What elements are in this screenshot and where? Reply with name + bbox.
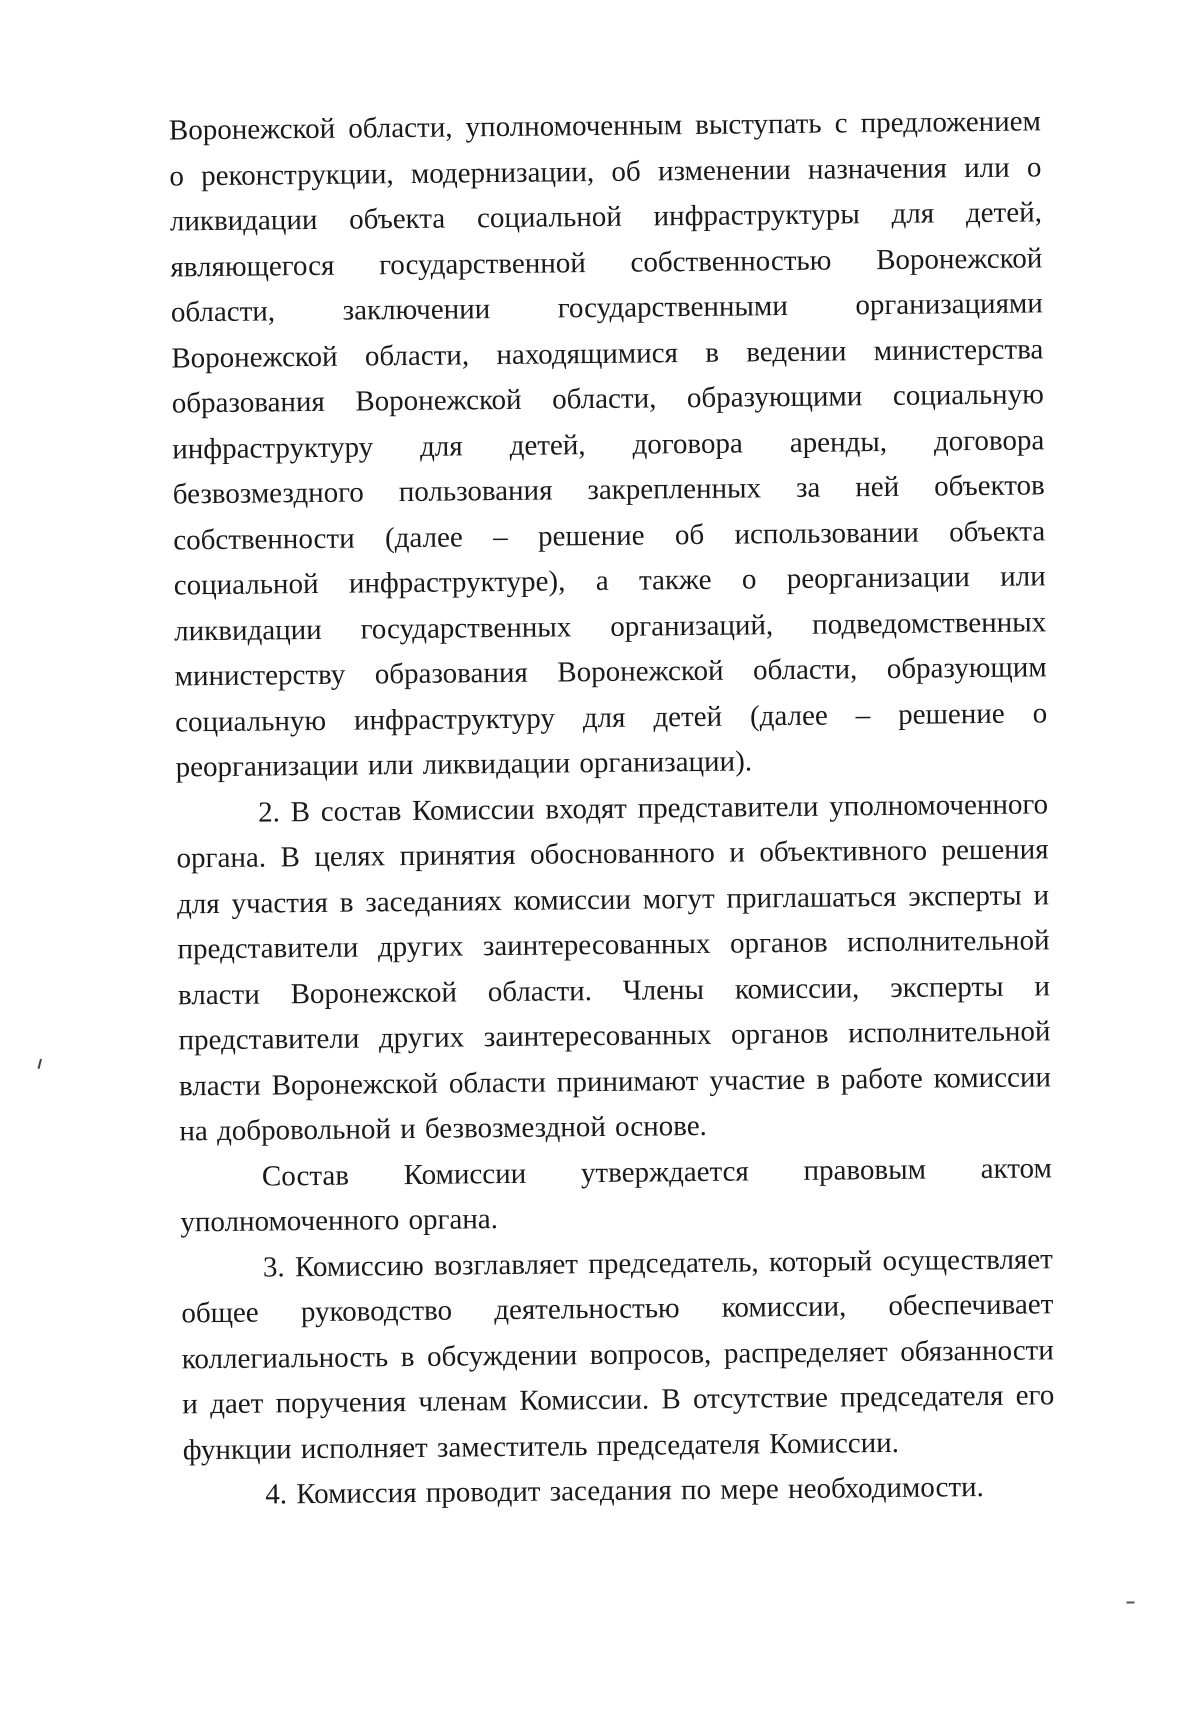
paragraph-item-3: 3. Комиссию возглавляет председатель, который осуществляет общее руководство деятельностью комиссии, обеспечивает коллегиальность в обсуждении вопросов, распределяет обязанности и дает поручения членам Комиссии. В отсутствие председателя его функции исполняет заместитель председателя Комиссии. (181, 1242, 1055, 1466)
paragraph-item-4: 4. Комиссия проводит заседания по мере необходимости. (265, 1471, 985, 1511)
paragraph-composition: Состав Комиссии утверждается правовым актом уполномоченного органа. (180, 1151, 1053, 1239)
scan-speck-left (38, 1059, 42, 1069)
paragraph-item-2: 2. В состав Комиссии входят представители уполномоченного органа. В целях принятия обоснованного и объективного решения для участия в заседаниях комиссии могут приглашаться эксперты и представители других заинтересованных органов исполнительной власти Воронежской области. Члены комиссии, эксперты и представители других заинтересованных органов исполнительной власти Воронежской области принимают участие в работе комиссии на добровольной и безвозмездной основе. (176, 787, 1052, 1148)
document-body (169, 99, 1056, 1519)
paragraph-continuation: Воронежской области, уполномоченным выступать с предложением о реконструкции, модернизации, об изменении назначения или о ликвидации объекта социальной инфраструктуры для детей, являющегося государственной собственностью Воронежской области, заключении государственными организациями Воронежской области, находящимися в ведении министерства образования Воронежской области, образующими социальную инфраструктуру для детей, договора аренды, договора безвозмездного пользования закрепленных за ней объектов собственности (далее – решение об использовании объекта социальной инфраструктуре), а также о реорганизации или ликвидации государственных организаций, подведомственных министерству образования Воронежской области, образующим социальную инфраструктуру для детей (далее – решение о реорганизации или ликвидации организации). (168, 105, 1048, 784)
scan-speck-right (1126, 1601, 1134, 1603)
